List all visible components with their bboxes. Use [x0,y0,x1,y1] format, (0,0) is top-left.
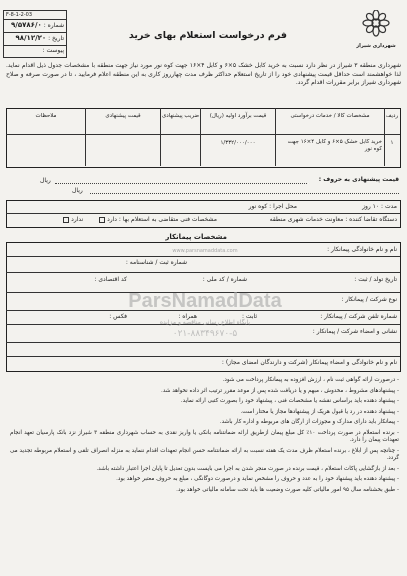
duration-label: مدت : [381,203,397,210]
price-words-field-2[interactable] [90,193,399,194]
logo-text: شهرداری شیراز [356,43,396,49]
expert-no-box[interactable] [63,217,69,223]
date-value: ۹۸/۱۲/۲۰ [15,34,47,43]
number-label: شماره : [43,22,64,30]
contractor-section-title: مشخصات پیمانکار [165,233,227,241]
requester-value: معاونت خدمات شهری منطقه [269,216,344,223]
table-row-coefficient[interactable] [161,140,200,160]
table-row-price: ۱/۳۳۲/۰۰۰/۰۰۰ [220,140,256,146]
note-2: - پیشنهادهای مشروط ، مخدوش ، مبهم و یا دریافت شده پس از موعد مقرر ترتیب اثر داده نخواهد شد. [10,388,399,396]
signatory-phone-label: شماره تلفن شرکت / پیمانکار : [320,313,397,320]
table-header-index: ردیف [385,113,399,119]
header-meta [3,10,67,58]
watermark-phone: ۰۲۱-۸۸۳۴۹۶۷۰-۵ [172,329,238,339]
address-label: نشانی و امضاء شرکت / پیمانکار : [312,328,397,335]
rial-label-1: ریال [40,177,51,184]
location-value: کوه نور [248,203,268,210]
flower-logo-icon [353,10,399,40]
table-header-description: مشخصات کالا / خدمات درخواستی [290,113,370,119]
notes-list [10,377,399,498]
details-box [6,200,401,228]
date-label: تاریخ : [48,35,64,43]
note-7: - چنانچه پس از ابلاغ ، برنده استعلام ظرف مدت یک هفته نسبت به ارائه ضمانتنامه حسن انجام تعهدات اقدام ننماید به منزله انصراف تلقی و استعلام مربوطه تجدید می گردد. [10,448,399,463]
company-type-label: نوع شرکت / پیمانکار : [341,296,397,303]
contractor-name-label: نام و نام خانوادگی پیمانکار : [327,246,397,253]
attach-label: پیوست : [42,47,64,55]
note-6: - برنده استعلام در صورت پرداخت ۱۰٪ کل مبلغ پیمان ازطریق ارائه ضمانتنامه بانکی یا واریز نقدی به حساب شهرداری منطقه ۳ شیراز نزد بانک پارسیان تعهد انجام تعهدات پیمان را دارد. [10,430,399,445]
note-4: - پیشنهاد دهنده در رد یا قبول هریک از پیشنهادها مجاز یا مختار است. [10,409,399,417]
registration-number-label: شماره ثبت / شناسنامه : [125,259,187,266]
table-header-coefficient: ضریب پیشنهادی [161,113,200,119]
table-row-index: ۱ [390,140,394,146]
watermark-top: www.parsnamaddata.com [172,248,238,254]
table-row-description: خرید کابل خشک ۵×۶ و کابل ۴×۱۶ جهت کوه نور [287,139,382,152]
table-row-proposed-price[interactable] [86,140,160,160]
price-words-field[interactable] [55,183,307,184]
number-value: ۹/۵۷۸۶/۰ [11,21,42,30]
signature-label: نام و نام خانوادگی و امضاء پیمانکار (شرکت و دارندگان امضای مجاز) : [221,359,397,366]
rial-label-2: ریال [72,187,83,194]
mobile-label: همراه : [178,313,197,320]
national-id-label: شماره / کد ملی : [202,276,247,283]
form-title: فرم درخواست استعلام بهای خرید [128,30,287,41]
location-label: محل اجرا : [269,203,297,210]
table-header-proposed-price: قیمت پیشنهادی [105,113,141,119]
expert-yes-box[interactable] [99,217,105,223]
table-header-price: قیمت برآورد اولیه (ریال) [209,113,267,119]
economic-code-label: کد اقتصادی : [94,276,127,283]
expert-label: مشخصات فنی متقاضی به استعلام بها : [118,216,217,223]
note-9: - پیشنهاد دهنده باید پیشنهاد خود را به عدد و حروف را مشخص نماید و درصورت دوگانگی ، مبلغ به حروف معتبر خواهد بود. [10,476,399,484]
price-words-label: قیمت پیشنهادی به حروف : [318,176,399,183]
watermark-sub: پایگاه اطلاع رسانی مناقصه و مزایده [159,319,251,326]
fax-label: فکس : [109,313,127,320]
watermark-main: ParsNamadData [128,290,282,312]
note-10: - طبق بخشنامه سال ۹۵ امور مالیاتی کلیه صورت وضعیت ها باید تحت سامانه مالیاتی خواهد بود. [10,487,399,495]
table-header-notes: ملاحظات [35,113,57,119]
note-5: - پیمانکار باید دارای مدارک و مجوزات از ارگان های مربوطه و اداره کار باشد. [10,419,399,427]
intro-paragraph: شهرداری منطقه ۳ شیراز در نظر دارد نسبت به خرید کابل خشک ۵×۶ و کابل ۴×۱۶ جهت کوه نور مورد نیاز جهت منطقه با مشخصات جدول ذیل اقدام نماید. لذا خواهشمند است حداقل قیمت پیشنهادی خود را از تاریخ استعلام حداکثر ظرف مدت چهارروز کاری به این منطقه اعلام فرمایید ، تا در صورت صرفه و صلاح شهرداری شیراز برابر مقررات اقدام گردد. [6,62,401,87]
logo [353,10,399,49]
form-code: F-8-1-2-03 [4,11,66,20]
watermark [105,248,305,339]
duration-value: ۱۰ روز [362,203,380,210]
expert-extra: ندارد [71,216,84,223]
requester-label: دستگاه تقاضا کننده : [345,216,397,223]
registration-date-label: تاریخ تولد / ثبت : [354,276,397,283]
phone-label: ثابت : [242,313,257,320]
note-1: - درصورت ارائه گواهی ثبت نام ، ارزش افزوده به پیمانکار پرداخت می شود. [10,377,399,385]
note-8: - بعد از بازگشایی پاکات استعلام ، قیمت برنده در صورت منجر شدن به اجرا می بایست بدون تعدیل تا پایان اجرا اعتبار داشته باشد. [10,466,399,474]
table-row-notes[interactable] [7,140,85,160]
note-3: - پیشنهاد دهنده باید براساس نقشه یا مشخصات فنی ، پیشنهاد خود را بصورت کتبی ارائه نماید. [10,398,399,406]
expert-value: دارد [107,216,117,223]
